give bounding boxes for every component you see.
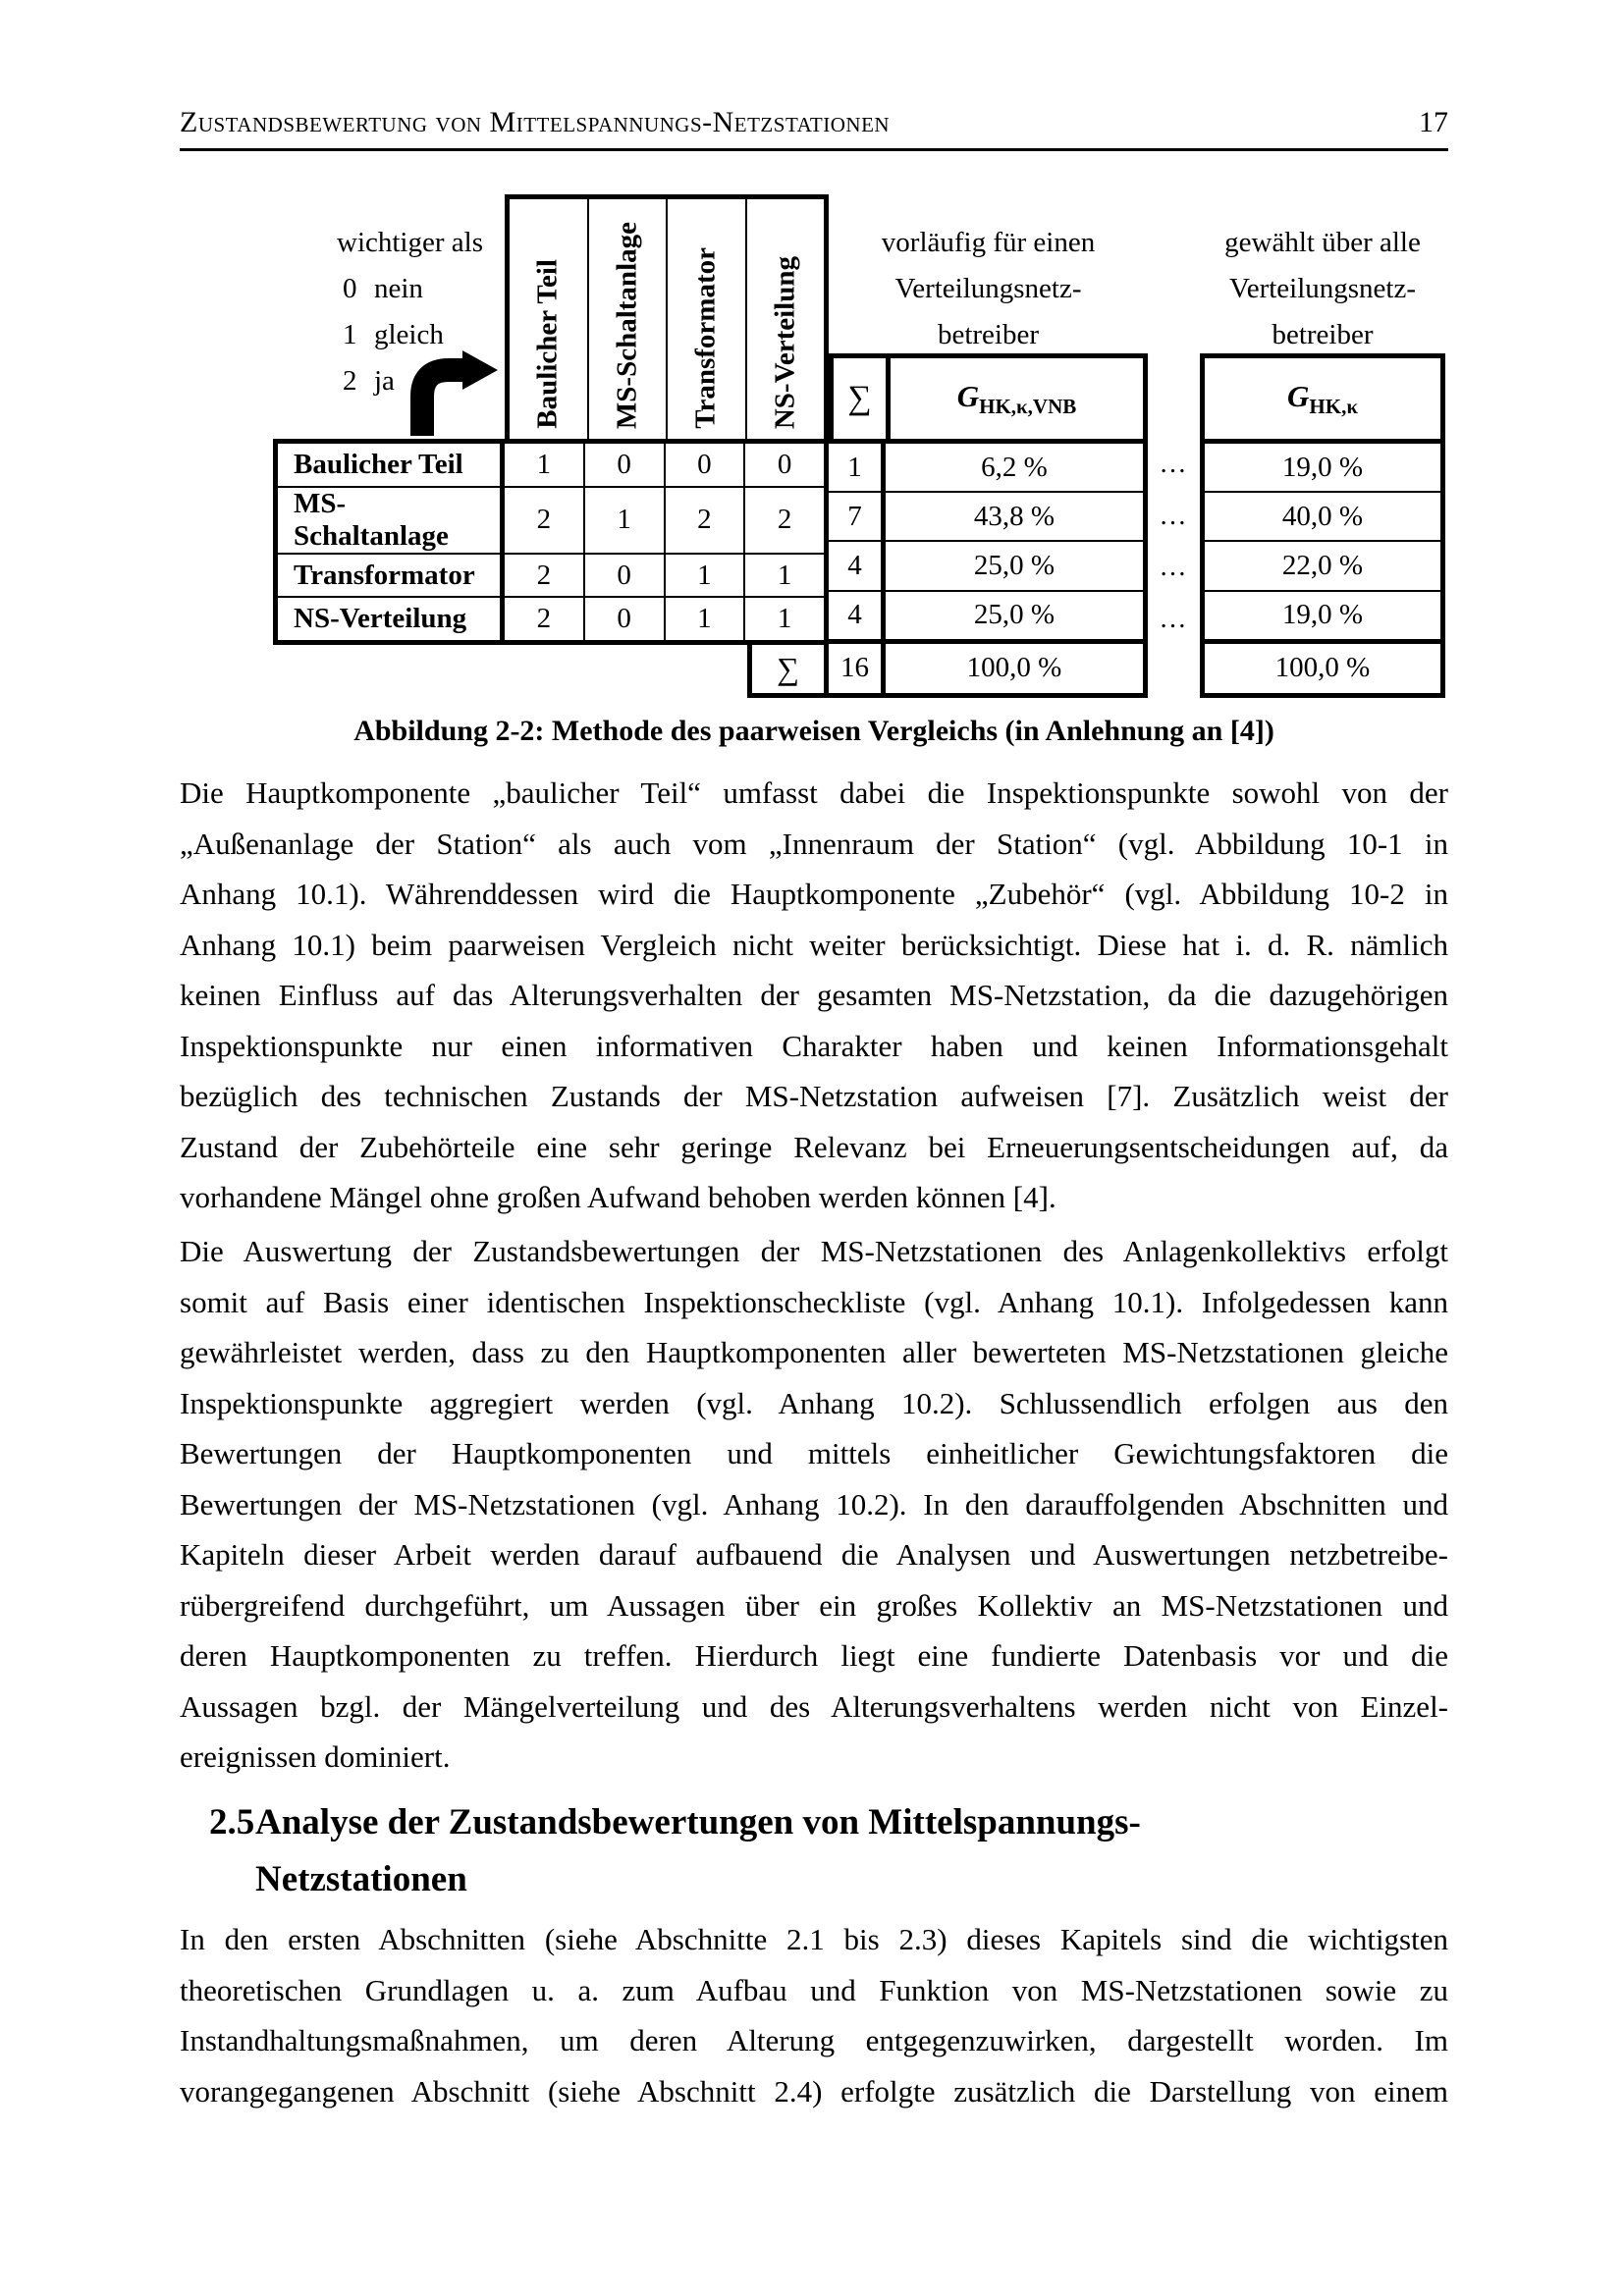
text-line: vorangegangenen Abschnitt (siehe Abschnitt 2.4) erfolgte zusätzlich die Darstellung von einem <box>180 2073 1448 2109</box>
running-title: Zustandsbewertung von Mittelspannungs-Netzstationen <box>180 106 891 138</box>
text-line: theoretischen Grundlagen u. a. zum Aufbau und Funktion von MS-Netzstationen sowie zu <box>180 1972 1448 2007</box>
all-percent: 19,0 % <box>1281 451 1364 483</box>
ellipsis: … <box>1159 552 1189 583</box>
sigma-column-header: ∑ <box>834 358 891 439</box>
ellipsis: … <box>1159 603 1189 634</box>
legend-value: 1 <box>343 319 357 350</box>
text-line: Inspektionspunkte aggregiert werden (vgl. Anhang 10.2). Schlussendlich erfolgen aus den <box>180 1385 1448 1420</box>
vnb-percent: 25,0 % <box>973 599 1056 631</box>
text-line: Inspektionspunkte nur einen informativen Charakter haben und keinen Informationsgehalt <box>180 1028 1448 1063</box>
vnb-data-row <box>829 540 1143 589</box>
vnb-total-row <box>829 639 1143 693</box>
text-line: deren Hauptkomponenten zu treffen. Hierdurch liegt eine fundierte Datenbasis vor und die <box>180 1638 1448 1673</box>
vnb-data-row <box>829 590 1143 639</box>
matrix-column-header: NS-Verteilung <box>745 199 825 439</box>
matrix-cell: 1 <box>743 598 824 640</box>
legend-value: 2 <box>343 365 357 397</box>
matrix-column-header: MS-Schaltanlage <box>587 199 667 439</box>
row-sum: 1 <box>829 444 886 491</box>
text-line: Anhang 10.1). Währenddessen wird die Hauptkomponente „Zubehör“ (vgl. Abbildung 10-2 in <box>180 877 1448 911</box>
matrix-column-header: Baulicher Teil <box>531 259 564 429</box>
text-line: rübergreifend durchgeführt, um Aussagen über ein großes Kollektiv an MS-Netzstationen und <box>180 1587 1448 1623</box>
text-line: „Außenanlage der Station“ als auch vom „Innenraum der Station“ (vgl. Abbildung 10-1 in <box>180 826 1448 861</box>
matrix-cell: 1 <box>536 448 552 480</box>
vnb-percent: 43,8 % <box>973 500 1056 532</box>
text-line: Die Auswertung der Zustandsbewertungen der MS-Netzstationen des Anlagenkollektivs erfolgt <box>180 1234 1448 1268</box>
text-line: keinen Einfluss auf das Alterungsverhalten der gesamten MS-Netzstation, da die dazugehörigen <box>180 978 1448 1012</box>
text-line: vorhandene Mängel ohne großen Aufwand behoben werden können [4]. <box>180 1180 1056 1214</box>
text-line: gewährleistet werden, dass zu den Hauptkomponenten aller bewerteten MS-Netzstationen gleiche <box>180 1335 1448 1369</box>
text-line: ereignissen dominiert. <box>180 1739 451 1774</box>
all-data-column <box>1200 439 1445 698</box>
text-line: Bewertungen der Hauptkomponenten und mittels einheitlicher Gewichtungsfaktoren die <box>180 1436 1448 1470</box>
comparison-matrix <box>273 439 829 645</box>
total-sigma-cell: ∑ <box>747 645 829 698</box>
matrix-row: Transformator 2 0 1 1 <box>278 553 824 597</box>
legend-title: wichtiger als <box>337 227 483 258</box>
figure-abbildung-2-2 <box>180 137 1448 719</box>
matrix-cell: 1 <box>664 555 744 597</box>
page-number: 17 <box>1419 106 1448 138</box>
g-all-header: $G_{HK,\kappa}$ <box>1287 378 1358 418</box>
matrix-row: MS-Schaltanlage 2 1 2 2 <box>278 486 824 553</box>
text-line: Zustand der Zubehörteile eine sehr geringe Relevanz bei Erneuerungsentscheidungen auf, da <box>180 1129 1448 1164</box>
paragraph-2 <box>180 1226 1448 1783</box>
text-line: Bewertungen der MS-Netzstationen (vgl. Anhang 10.2). In den darauffolgenden Abschnitten und <box>180 1486 1448 1522</box>
matrix-cell: 0 <box>664 444 744 486</box>
group-label-vnb: vorläufig für einen Verteilungsnetz- betreiber <box>881 227 1096 350</box>
matrix-cell: 0 <box>743 444 824 486</box>
row-sum: 4 <box>829 542 886 589</box>
text-line: somit auf Basis einer identischen Inspektionscheckliste (vgl. Anhang 10.1). Infolgedessen kann <box>180 1284 1448 1319</box>
vnb-data-column <box>829 439 1148 698</box>
legend-label: nein <box>374 273 423 304</box>
vnb-percent: 25,0 % <box>973 550 1056 582</box>
section-heading-2-5 <box>209 1794 1448 1908</box>
text-line: Instandhaltungsmaßnahmen, um deren Alterung entgegenzuwirken, dargestellt worden. Im <box>180 2023 1448 2057</box>
all-header-box <box>1200 353 1445 439</box>
curved-arrow-icon <box>407 346 501 436</box>
matrix-cell: 1 <box>664 598 744 640</box>
matrix-cell: 2 <box>536 603 552 635</box>
ellipsis-column <box>1148 439 1200 645</box>
matrix-cell: 0 <box>583 598 664 640</box>
row-sum: 7 <box>829 493 886 540</box>
text-line: bezüglich des technischen Zustands der MS-Netzstation aufweisen [7]. Zusätzlich weist der <box>180 1079 1448 1113</box>
all-percent: 19,0 % <box>1205 590 1440 639</box>
text-line: Kapiteln dieser Arbeit werden darauf aufbauend die Analysen und Auswertungen netzbetreibe- <box>180 1537 1448 1572</box>
all-percent: 22,0 % <box>1205 540 1440 589</box>
matrix-cell: 2 <box>664 488 744 553</box>
paragraph-1 <box>180 768 1448 1223</box>
legend-label: ja <box>374 365 395 397</box>
figure-caption: Abbildung 2-2: Methode des paarweisen Vergleichs (in Anlehnung an [4]) <box>353 715 1274 747</box>
ellipsis: … <box>1159 449 1189 480</box>
matrix-cell: 2 <box>536 504 552 536</box>
text-line: Anhang 10.1) beim paarweisen Vergleich nicht weiter berücksichtigt. Diese hat i. d. R. nämlich <box>180 927 1448 962</box>
matrix-cell: 1 <box>583 488 664 553</box>
matrix-cell: 2 <box>743 488 824 553</box>
text-line: Die Hauptkomponente „baulicher Teil“ umfasst dabei die Inspektionspunkte sowohl von der <box>180 775 1448 810</box>
paragraph-3 <box>180 1914 1448 2116</box>
matrix-cell: 2 <box>536 559 552 591</box>
vnb-data-row <box>829 491 1143 540</box>
matrix-cell: 0 <box>583 555 664 597</box>
group-label-all: gewählt über alle Verteilungsnetz- betreiber <box>1224 227 1421 350</box>
vnb-header-box <box>829 353 1148 439</box>
row-sum: 4 <box>829 592 886 639</box>
all-total-percent: 100,0 % <box>1205 639 1440 693</box>
text-line: Aussagen bzgl. der Mängelverteilung und des Alterungsverhaltens werden nicht von Einzel- <box>180 1688 1448 1724</box>
vnb-total-percent: 100,0 % <box>966 652 1062 684</box>
section-number: 2.5 <box>209 1802 255 1842</box>
matrix-cell: 0 <box>583 444 664 486</box>
matrix-column-header: Transformator <box>666 199 745 439</box>
matrix-row: Baulicher Teil 1 0 0 0 <box>278 444 824 486</box>
matrix-cell: 1 <box>743 555 824 597</box>
section-title: Analyse der Zustandsbewertungen von Mittelspannungs- Netzstationen <box>255 1802 1141 1899</box>
matrix-row: NS-Verteilung 2 0 1 1 <box>278 596 824 640</box>
vnb-percent: 6,2 % <box>981 451 1048 483</box>
legend-value: 0 <box>343 273 357 304</box>
matrix-column-headers <box>505 194 829 439</box>
all-percent: 40,0 % <box>1205 491 1440 540</box>
g-vnb-header: $G_{HK,\kappa,VNB}$ <box>956 378 1077 418</box>
legend-item <box>337 266 483 312</box>
text-line: In den ersten Abschnitten (siehe Abschnitte 2.1 bis 2.3) dieses Kapitels sind die wichtigsten <box>180 1922 1448 1956</box>
page-header <box>180 106 1448 139</box>
total-sum: 16 <box>829 644 886 693</box>
vnb-data-row <box>829 444 1143 491</box>
legend-label: gleich <box>374 319 444 350</box>
ellipsis: … <box>1159 500 1189 531</box>
